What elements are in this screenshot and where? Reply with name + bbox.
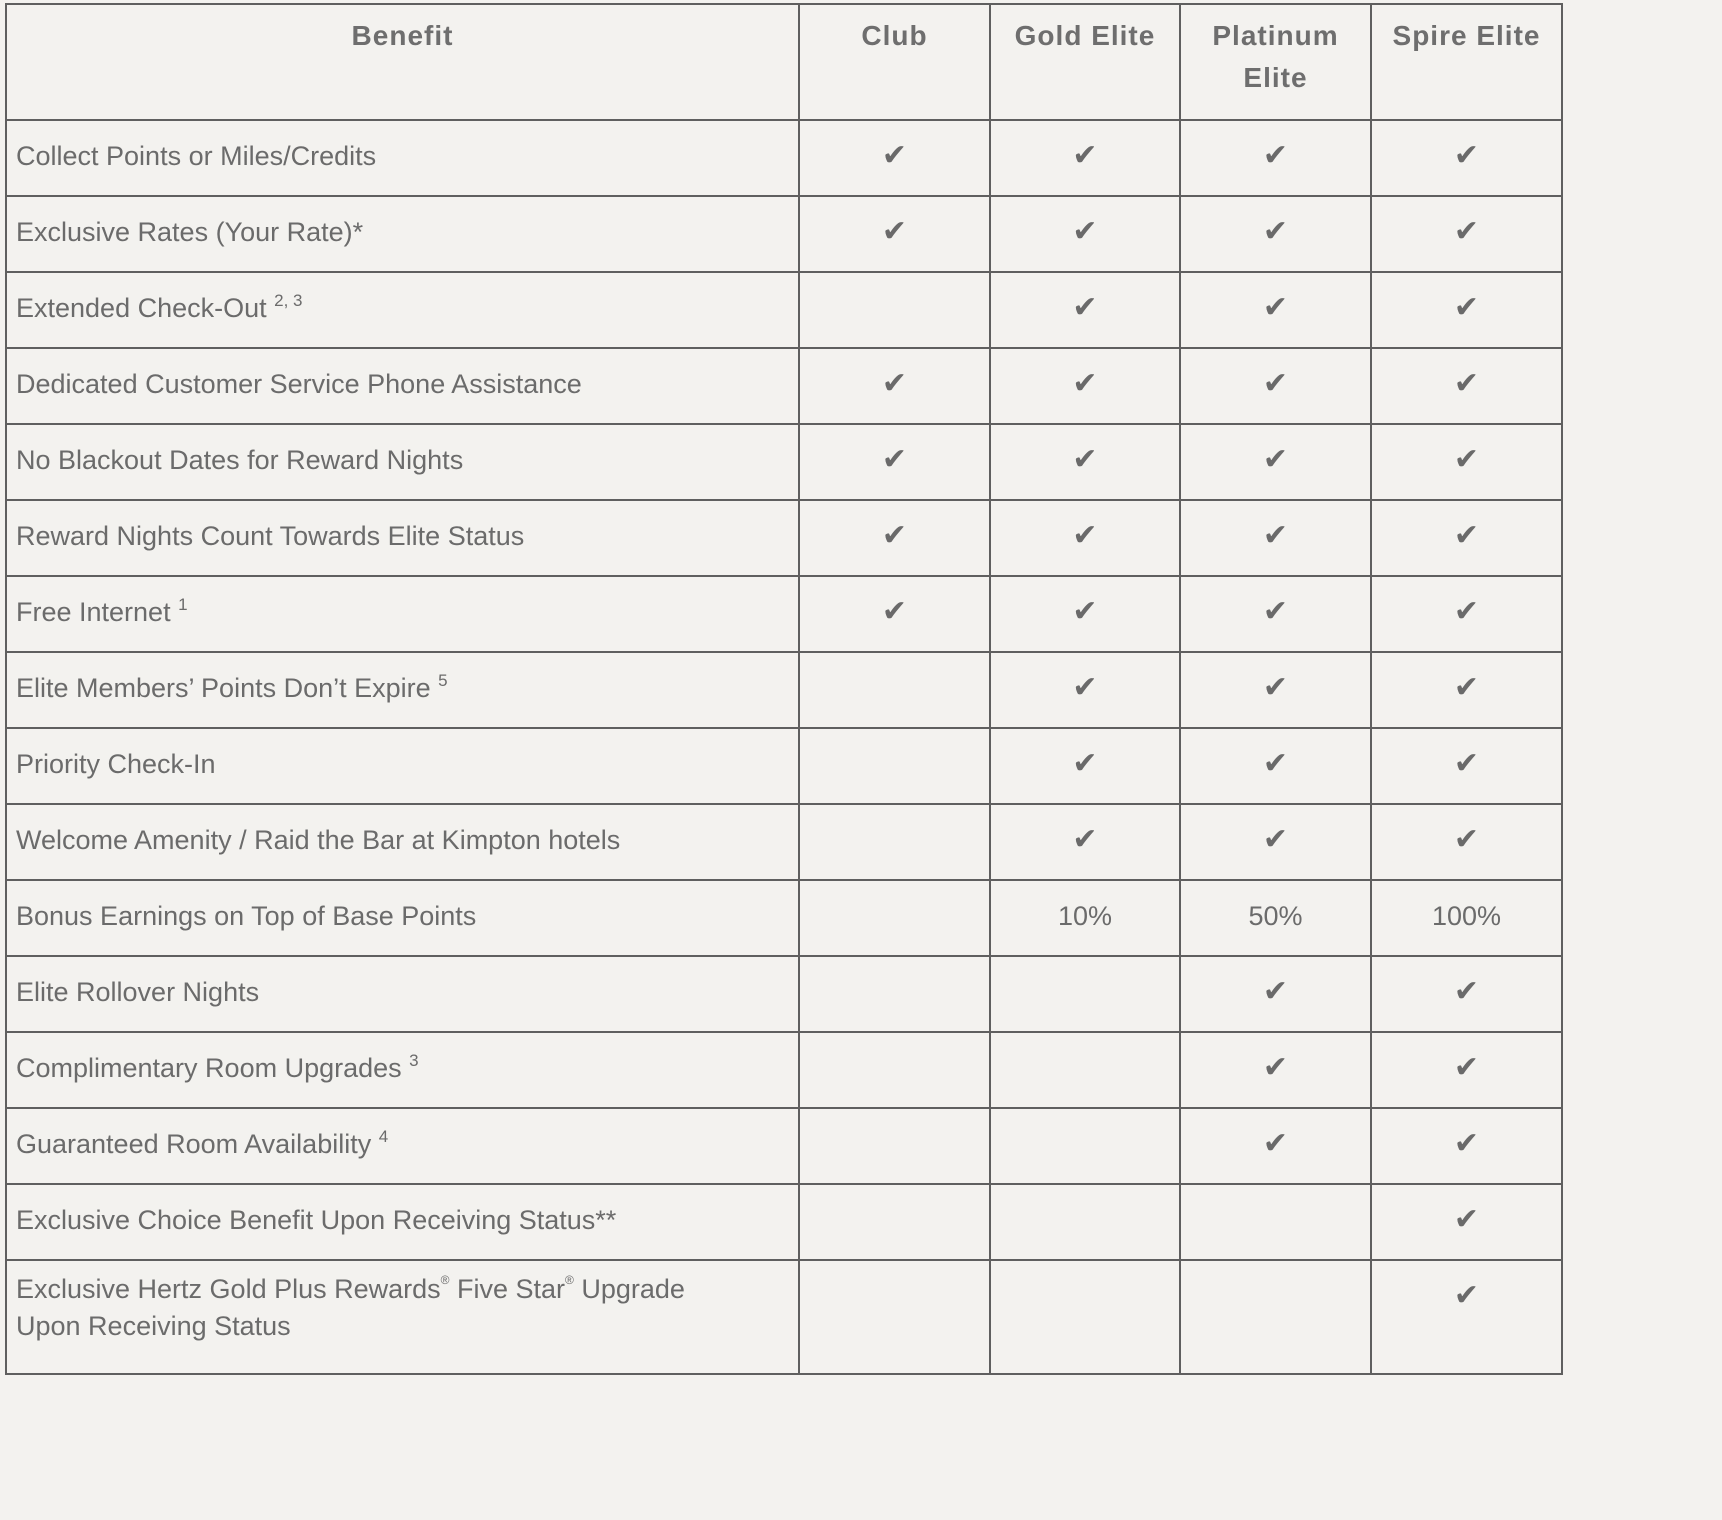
benefit-label: Collect Points or Miles/Credits	[16, 141, 377, 171]
benefit-label: Exclusive Hertz Gold Plus Rewards	[16, 1274, 441, 1304]
cell-gold-elite	[990, 272, 1180, 348]
cell-platinum-elite	[1180, 272, 1371, 348]
cell-club	[799, 424, 990, 500]
cell-club	[799, 652, 990, 728]
benefit-cell	[6, 120, 799, 196]
check-icon: ✔	[1262, 822, 1289, 857]
footnote-ref: 2, 3	[274, 291, 303, 310]
cell-platinum-elite	[1180, 880, 1371, 956]
cell-spire-elite	[1371, 1032, 1562, 1108]
benefit-cell	[6, 728, 799, 804]
cell-platinum-elite	[1180, 576, 1371, 652]
cell-gold-elite	[990, 652, 1180, 728]
check-icon: ✔	[1072, 746, 1098, 781]
check-icon: ✔	[1262, 1126, 1289, 1161]
benefit-cell	[6, 348, 799, 424]
table-row	[6, 196, 1562, 272]
cell-platinum-elite	[1180, 348, 1371, 424]
benefit-cell	[6, 652, 799, 728]
benefit-label: Dedicated Customer Service Phone Assistance	[16, 369, 582, 399]
check-icon: ✔	[1262, 442, 1289, 477]
benefit-label: No Blackout Dates for Reward Nights	[16, 445, 464, 475]
check-icon: ✔	[1262, 1050, 1289, 1085]
cell-spire-elite	[1371, 880, 1562, 956]
cell-gold-elite	[990, 728, 1180, 804]
check-icon: ✔	[1453, 1278, 1480, 1313]
check-icon: ✔	[1262, 746, 1289, 781]
check-icon: ✔	[1453, 822, 1480, 857]
header-benefit: Benefit	[6, 4, 799, 120]
cell-spire-elite	[1371, 500, 1562, 576]
cell-club	[799, 196, 990, 272]
table-row	[6, 1108, 1562, 1184]
check-icon: ✔	[1072, 518, 1098, 553]
footnote-ref: 5	[438, 671, 448, 690]
table-row	[6, 272, 1562, 348]
cell-club	[799, 272, 990, 348]
check-icon: ✔	[1262, 594, 1289, 629]
cell-spire-elite	[1371, 1260, 1562, 1374]
cell-spire-elite	[1371, 576, 1562, 652]
benefit-label: Exclusive Rates (Your Rate)*	[16, 217, 364, 247]
benefit-cell	[6, 1032, 799, 1108]
benefit-label: Guaranteed Room Availability	[16, 1129, 372, 1159]
cell-gold-elite	[990, 500, 1180, 576]
benefit-cell	[6, 576, 799, 652]
cell-club	[799, 500, 990, 576]
check-icon: ✔	[1262, 670, 1289, 705]
check-icon: ✔	[1262, 138, 1289, 173]
check-icon: ✔	[1453, 214, 1480, 249]
footnote-ref: 1	[178, 595, 188, 614]
cell-spire-elite	[1371, 272, 1562, 348]
cell-platinum-elite	[1180, 120, 1371, 196]
check-icon: ✔	[1072, 594, 1098, 629]
footnote-ref: 4	[378, 1127, 389, 1146]
benefit-cell	[6, 272, 799, 348]
cell-spire-elite	[1371, 120, 1562, 196]
cell-platinum-elite	[1180, 1108, 1371, 1184]
table-row	[6, 576, 1562, 652]
benefit-cell	[6, 424, 799, 500]
cell-spire-elite	[1371, 1108, 1562, 1184]
cell-platinum-elite	[1180, 1032, 1371, 1108]
cell-club	[799, 1184, 990, 1260]
benefit-label: Elite Rollover Nights	[16, 977, 260, 1007]
check-icon: ✔	[1072, 670, 1098, 705]
cell-gold-elite	[990, 956, 1180, 1032]
cell-gold-elite	[990, 348, 1180, 424]
header-spire-elite: Spire Elite	[1371, 4, 1562, 120]
check-icon: ✔	[1072, 290, 1098, 325]
check-icon: ✔	[1262, 290, 1289, 325]
benefit-label: Bonus Earnings on Top of Base Points	[16, 901, 477, 931]
check-icon: ✔	[1262, 518, 1289, 553]
cell-gold-elite	[990, 1108, 1180, 1184]
benefit-label: Free Internet	[16, 597, 171, 627]
check-icon: ✔	[1453, 1202, 1480, 1237]
cell-spire-elite	[1371, 348, 1562, 424]
cell-value: 10%	[1057, 901, 1113, 931]
table-row	[6, 348, 1562, 424]
cell-spire-elite	[1371, 804, 1562, 880]
check-icon: ✔	[1453, 290, 1480, 325]
check-icon: ✔	[1453, 1126, 1480, 1161]
cell-platinum-elite	[1180, 1184, 1371, 1260]
cell-spire-elite	[1371, 1184, 1562, 1260]
cell-club	[799, 880, 990, 956]
check-icon: ✔	[1262, 366, 1289, 401]
cell-platinum-elite	[1180, 424, 1371, 500]
header-gold-elite: Gold Elite	[990, 4, 1180, 120]
check-icon: ✔	[1453, 670, 1480, 705]
benefit-cell	[6, 956, 799, 1032]
cell-spire-elite	[1371, 196, 1562, 272]
check-icon: ✔	[1453, 974, 1480, 1009]
check-icon: ✔	[881, 366, 908, 401]
cell-spire-elite	[1371, 424, 1562, 500]
table-row	[6, 728, 1562, 804]
benefit-label: Upgrade Upon Receiving Status	[16, 1274, 685, 1341]
check-icon: ✔	[1453, 1050, 1480, 1085]
cell-platinum-elite	[1180, 956, 1371, 1032]
cell-club	[799, 1032, 990, 1108]
cell-gold-elite	[990, 880, 1180, 956]
benefit-cell	[6, 196, 799, 272]
check-icon: ✔	[881, 138, 908, 173]
table-row	[6, 1184, 1562, 1260]
cell-gold-elite	[990, 804, 1180, 880]
benefit-cell	[6, 880, 799, 956]
cell-club	[799, 728, 990, 804]
cell-value: 50%	[1248, 901, 1303, 931]
cell-gold-elite	[990, 1032, 1180, 1108]
benefit-cell	[6, 500, 799, 576]
benefit-label: Complimentary Room Upgrades	[16, 1053, 402, 1083]
check-icon: ✔	[1453, 594, 1480, 629]
check-icon: ✔	[1072, 442, 1098, 477]
cell-club	[799, 1260, 990, 1374]
check-icon: ✔	[1453, 518, 1480, 553]
cell-spire-elite	[1371, 652, 1562, 728]
benefit-label: Reward Nights Count Towards Elite Status	[16, 521, 525, 551]
check-icon: ✔	[1072, 366, 1098, 401]
footnote-ref: 3	[409, 1051, 419, 1070]
cell-club	[799, 120, 990, 196]
cell-club	[799, 804, 990, 880]
cell-gold-elite	[990, 1260, 1180, 1374]
benefit-cell	[6, 1108, 799, 1184]
table-row	[6, 424, 1562, 500]
benefit-cell	[6, 1184, 799, 1260]
benefit-label: Five Star	[449, 1274, 566, 1304]
table-row	[6, 804, 1562, 880]
cell-gold-elite	[990, 424, 1180, 500]
cell-platinum-elite	[1180, 728, 1371, 804]
benefit-label: Extended Check-Out	[16, 293, 267, 323]
check-icon: ✔	[1453, 138, 1480, 173]
registered-mark: ®	[440, 1273, 450, 1287]
cell-value: 100%	[1431, 901, 1502, 931]
check-icon: ✔	[1072, 214, 1098, 249]
benefit-label: Exclusive Choice Benefit Upon Receiving Status**	[16, 1205, 617, 1235]
cell-platinum-elite	[1180, 1260, 1371, 1374]
cell-gold-elite	[990, 1184, 1180, 1260]
table-row	[6, 880, 1562, 956]
registered-mark: ®	[565, 1273, 574, 1287]
table-row	[6, 956, 1562, 1032]
table-row	[6, 120, 1562, 196]
check-icon: ✔	[1262, 974, 1289, 1009]
header-club: Club	[799, 4, 990, 120]
check-icon: ✔	[881, 594, 908, 629]
benefit-cell	[6, 804, 799, 880]
benefit-cell	[6, 1260, 799, 1374]
check-icon: ✔	[1072, 138, 1098, 173]
check-icon: ✔	[1262, 214, 1289, 249]
cell-gold-elite	[990, 576, 1180, 652]
cell-club	[799, 1108, 990, 1184]
check-icon: ✔	[1072, 822, 1098, 857]
cell-platinum-elite	[1180, 500, 1371, 576]
benefit-label: Elite Members’ Points Don’t Expire	[16, 673, 431, 703]
benefit-label: Priority Check-In	[16, 749, 216, 779]
table-row	[6, 1032, 1562, 1108]
benefit-label: Welcome Amenity / Raid the Bar at Kimpton hotels	[16, 825, 621, 855]
cell-spire-elite	[1371, 956, 1562, 1032]
header-platinum-elite: Platinum Elite	[1180, 4, 1371, 120]
table-row	[6, 500, 1562, 576]
table-row	[6, 1260, 1562, 1374]
table-row	[6, 652, 1562, 728]
header-row	[6, 4, 1562, 120]
cell-spire-elite	[1371, 728, 1562, 804]
check-icon: ✔	[881, 442, 908, 477]
cell-gold-elite	[990, 120, 1180, 196]
cell-gold-elite	[990, 196, 1180, 272]
check-icon: ✔	[881, 214, 908, 249]
cell-club	[799, 956, 990, 1032]
cell-club	[799, 348, 990, 424]
check-icon: ✔	[1453, 366, 1480, 401]
check-icon: ✔	[1453, 442, 1480, 477]
check-icon: ✔	[881, 518, 908, 553]
cell-platinum-elite	[1180, 804, 1371, 880]
cell-platinum-elite	[1180, 196, 1371, 272]
cell-club	[799, 576, 990, 652]
check-icon: ✔	[1453, 746, 1480, 781]
cell-platinum-elite	[1180, 652, 1371, 728]
benefits-table	[5, 3, 1563, 1375]
